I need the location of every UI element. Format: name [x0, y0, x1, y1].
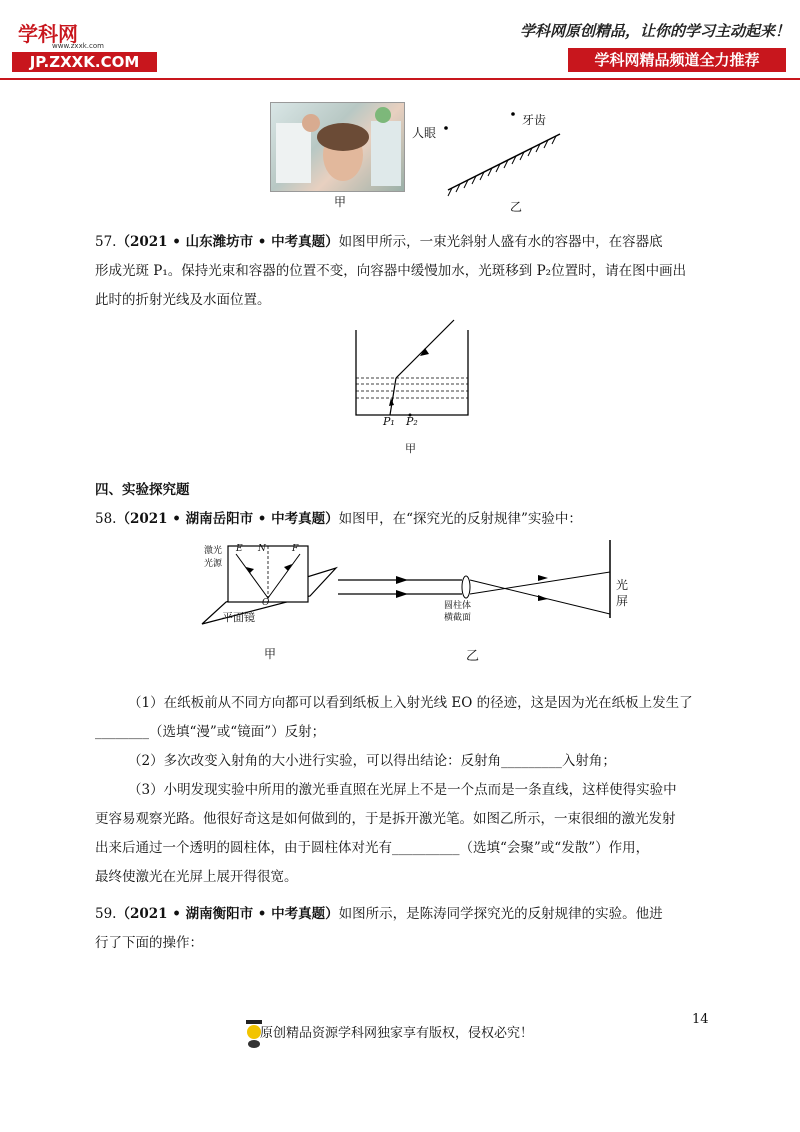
q58-p3d: 最终使激光在光屏上展开得很宽。 — [95, 869, 298, 885]
spread-arrow-1 — [538, 595, 548, 601]
label-O: O — [262, 598, 270, 608]
spread-ray-2 — [470, 572, 610, 594]
q57-line3: 此时的折射光线及水面位置。 — [95, 292, 271, 308]
q58-p1a: （1）在纸板前从不同方向都可以看到纸板上入射光线 EO 的径迹，这是因为光在纸板上发生了 — [128, 695, 693, 711]
arrow-upper — [396, 576, 408, 584]
water-container-diagram — [350, 318, 480, 423]
tooth-dot — [511, 112, 515, 116]
q58-p3b: 更容易观察光路。他很好奇这是如何做到的，于是拆开激光笔。如图乙所示，一束很细的激光发射 — [95, 811, 676, 827]
q58-p2: （2）多次改变入射角的大小进行实验，可以得出结论：反射角_________入射角； — [128, 753, 616, 769]
laser-label: 激光 — [204, 546, 223, 556]
logo-text: 学科网 — [18, 22, 78, 46]
channel-banner: 学科网精品频道全力推荐 — [568, 48, 786, 72]
cylinder — [462, 576, 470, 598]
q58-fig-yi: 乙 — [466, 649, 480, 664]
q58-p1b: ________（选填“漫”或“镜面”）反射； — [95, 724, 326, 740]
q58-p3a: （3）小明发现实验中所用的激光垂直照在光屏上不是一个点而是一条直线，这样使得实验中 — [128, 782, 677, 798]
page-number: 14 — [692, 1012, 709, 1027]
eye-label: 人眼 — [412, 126, 437, 140]
mirror-hatching — [448, 136, 556, 196]
q57-line2: 形成光斑 P₁。保持光束和容器的位置不变，向容器中缓慢加水，光斑移到 P₂位置时，请在图中画出 — [95, 263, 687, 279]
fig-top-label-right: 乙 — [510, 200, 523, 214]
p1-label: P₁ — [383, 415, 395, 428]
label-F: F — [292, 544, 299, 554]
arrow-lower — [396, 590, 408, 598]
screen-label-1: 光 — [616, 578, 629, 592]
refracted-arrow — [389, 398, 394, 406]
cylinder-label-1: 圆柱体 — [444, 601, 472, 611]
photo-illustration — [271, 103, 404, 191]
eye-dot — [444, 126, 448, 130]
slogan: 学科网原创精品，让你的学习主动起来！ — [520, 22, 791, 40]
light-source-label: 光源 — [204, 559, 223, 569]
logo-banner: JP.ZXXK.COM — [12, 52, 157, 72]
logo-url: www.zxxk.com — [52, 42, 104, 50]
q58-intro: 58.（2021 • 湖南岳阳市 • 中考真题）如图甲，在“探究光的反射规律”实验中： — [95, 511, 582, 527]
dentist-photo — [270, 102, 405, 192]
label-E: E — [236, 544, 243, 554]
fig-top-label-left: 甲 — [334, 195, 347, 209]
header-rule — [0, 78, 800, 80]
q59-line1: 59.（2021 • 湖南衡阳市 • 中考真题）如图所示，是陈涛同学探究光的反射规律的实验。他进 — [95, 906, 663, 922]
mirror-label: 平面镜 — [222, 611, 255, 624]
section-heading: 四、实验探究题 — [95, 482, 190, 498]
water-lines — [356, 378, 468, 398]
q57-fig-label: 甲 — [405, 442, 416, 455]
mirror-line — [448, 134, 560, 190]
q59-line2: 行了下面的操作： — [95, 935, 203, 951]
screen-label-2: 屏 — [616, 594, 629, 608]
tooth-label: 牙齿 — [522, 113, 547, 127]
label-N: N — [258, 544, 266, 554]
copyright-footer: 原创精品资源学科网独家享有版权，侵权必究！ — [260, 1026, 534, 1041]
spread-arrow-2 — [538, 575, 548, 581]
container — [356, 330, 468, 415]
cylinder-label-2: 横截面 — [444, 613, 472, 623]
cylinder-lens-diagram — [338, 538, 628, 628]
q58-fig-jia: 甲 — [264, 647, 277, 661]
q57-line1: 57.（2021 • 山东潍坊市 • 中考真题）如图甲所示，一束光斜射人盛有水的容器中，在容器底 — [95, 234, 663, 250]
mirror-diagram — [440, 108, 570, 198]
refracted-ray — [390, 378, 396, 415]
q58-p3c: 出来后通过一个透明的圆柱体，由于圆柱体对光有__________（选填“会聚”或“发散”）作用， — [95, 840, 650, 856]
p2-label: P₂ — [406, 415, 418, 428]
